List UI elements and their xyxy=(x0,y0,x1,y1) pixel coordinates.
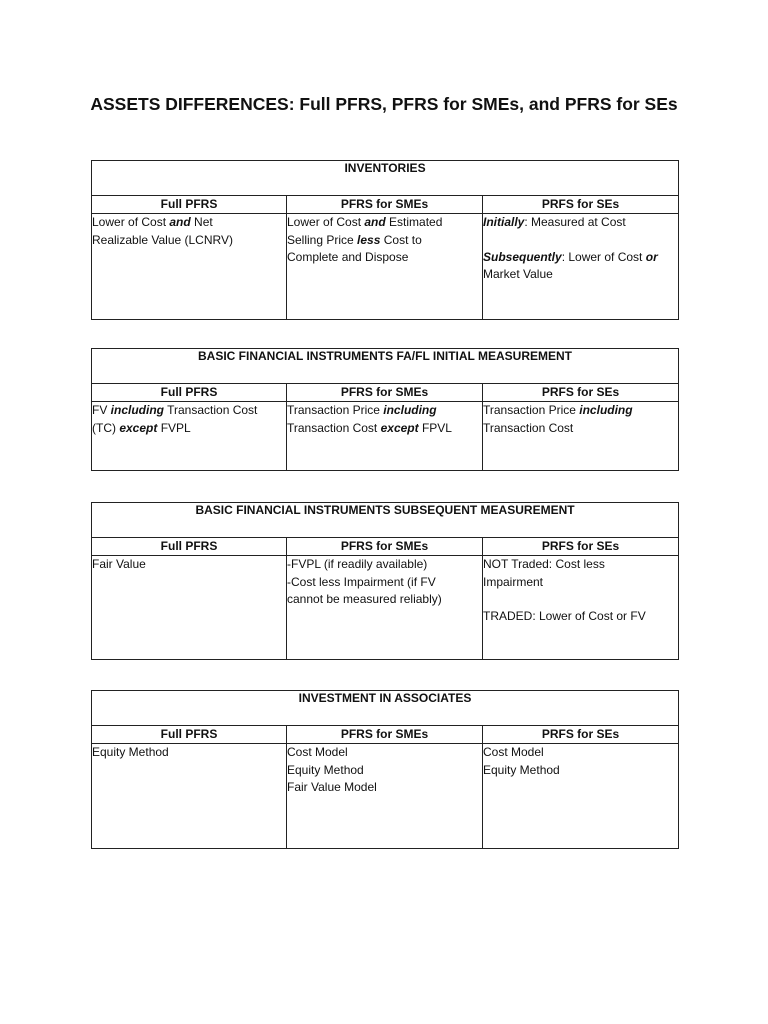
cell-text: Cost Model xyxy=(287,745,348,759)
cell-pfrs-ses xyxy=(483,556,679,660)
column-header-full-pfrs: Full PFRS xyxy=(92,384,287,402)
column-header-full-pfrs: Full PFRS xyxy=(92,726,287,744)
cell-text: Transaction Price xyxy=(287,403,384,417)
emphasis-text: including xyxy=(579,403,633,417)
investment-associates-table xyxy=(91,690,679,849)
cell-line xyxy=(483,744,678,762)
cell-line xyxy=(287,420,482,438)
cell-text: cannot be measured reliably) xyxy=(287,592,442,606)
cell-line xyxy=(483,420,678,438)
cell-line xyxy=(92,402,286,420)
column-header-pfrs-smes: PFRS for SMEs xyxy=(287,384,483,402)
emphasis-text: and xyxy=(364,215,386,229)
cell-text: Transaction Cost xyxy=(164,403,258,417)
cell-line xyxy=(483,402,678,420)
cell-text: Realizable Value (LCNRV) xyxy=(92,232,233,247)
cell-pfrs-ses xyxy=(483,214,679,320)
cell-text: : Lower of Cost xyxy=(561,249,646,264)
cell-line xyxy=(287,232,482,250)
emphasis-text: Subsequently xyxy=(483,249,562,264)
cell-text: (TC) xyxy=(92,420,120,435)
cell-full-pfrs xyxy=(92,214,287,320)
cell-text: Estimated xyxy=(385,215,443,229)
cell-line xyxy=(287,762,482,780)
cell-line xyxy=(483,762,678,780)
cell-pfrs-smes xyxy=(287,744,483,849)
column-header-pfrs-ses: PRFS for SEs xyxy=(483,726,679,744)
page-title: ASSETS DIFFERENCES: Full PFRS, PFRS for SMEs, and PFRS for SEs xyxy=(90,94,678,114)
cell-line xyxy=(483,214,678,232)
cell-text: FVPL xyxy=(157,420,191,435)
column-header-full-pfrs: Full PFRS xyxy=(92,196,287,214)
column-header-pfrs-smes: PFRS for SMEs xyxy=(287,726,483,744)
cell-text: Transaction Cost xyxy=(287,420,381,435)
cell-line xyxy=(287,402,482,420)
cell-text: Equity Method xyxy=(483,762,560,777)
emphasis-text: including xyxy=(110,403,164,417)
cell-text: TRADED: Lower of Cost or FV xyxy=(483,609,646,623)
cell-text: Impairment xyxy=(483,574,544,589)
cell-text: Equity Method xyxy=(287,762,364,777)
cell-pfrs-ses xyxy=(483,744,679,849)
cell-line xyxy=(287,214,482,232)
cell-pfrs-ses xyxy=(483,402,679,471)
cell-text: Transaction Price xyxy=(483,403,580,417)
column-header-pfrs-ses: PRFS for SEs xyxy=(483,196,679,214)
cell-line xyxy=(92,744,286,762)
cell-line xyxy=(483,556,678,574)
cell-text: -FVPL (if readily available) xyxy=(287,557,428,571)
cell-text: Fair Value Model xyxy=(287,780,377,794)
cell-text: -Cost less Impairment (if FV xyxy=(287,574,436,589)
column-header-pfrs-ses: PRFS for SEs xyxy=(483,384,679,402)
section-heading: BASIC FINANCIAL INSTRUMENTS SUBSEQUENT MEASUREMENT xyxy=(92,503,679,538)
cell-text: Cost to xyxy=(380,232,422,247)
cell-line xyxy=(483,608,678,626)
section-heading: INVESTMENT IN ASSOCIATES xyxy=(92,691,679,726)
column-header-pfrs-ses: PRFS for SEs xyxy=(483,538,679,556)
emphasis-text: less xyxy=(357,232,381,247)
section-heading: INVENTORIES xyxy=(92,161,679,196)
cell-line xyxy=(92,214,286,232)
cell-line xyxy=(287,249,482,267)
emphasis-text: Initially xyxy=(483,215,525,229)
cell-text: : Measured at Cost xyxy=(524,215,626,229)
cell-text: Lower of Cost xyxy=(92,215,170,229)
cell-line xyxy=(92,232,286,250)
cell-text: Net xyxy=(190,215,213,229)
cell-pfrs-smes xyxy=(287,556,483,660)
cell-full-pfrs xyxy=(92,744,287,849)
cell-text: Lower of Cost xyxy=(287,215,365,229)
cell-text: Transaction Cost xyxy=(483,420,574,435)
cell-line xyxy=(287,779,482,797)
subsequent-measurement-table xyxy=(91,502,679,660)
cell-text: Complete and Dispose xyxy=(287,250,409,264)
inventories-table xyxy=(91,160,679,320)
column-header-full-pfrs: Full PFRS xyxy=(92,538,287,556)
cell-full-pfrs xyxy=(92,402,287,471)
column-header-pfrs-smes: PFRS for SMEs xyxy=(287,196,483,214)
cell-full-pfrs xyxy=(92,556,287,660)
cell-text: Market Value xyxy=(483,267,553,281)
cell-text: Equity Method xyxy=(92,745,169,759)
cell-pfrs-smes xyxy=(287,214,483,320)
cell-text: Fair Value xyxy=(92,557,146,571)
line-gap xyxy=(483,591,678,608)
column-header-pfrs-smes: PFRS for SMEs xyxy=(287,538,483,556)
emphasis-text: and xyxy=(169,215,191,229)
emphasis-text: except xyxy=(119,420,158,435)
emphasis-text: or xyxy=(645,249,658,264)
cell-text: NOT Traded: Cost less xyxy=(483,557,605,571)
cell-pfrs-smes xyxy=(287,402,483,471)
cell-line xyxy=(483,266,678,284)
cell-text: FV xyxy=(92,403,111,417)
emphasis-text: except xyxy=(380,420,419,435)
cell-line xyxy=(483,574,678,592)
cell-text: Selling Price xyxy=(287,232,358,247)
line-gap xyxy=(483,232,678,249)
cell-line xyxy=(287,556,482,574)
section-heading: BASIC FINANCIAL INSTRUMENTS FA/FL INITIAL MEASUREMENT xyxy=(92,349,679,384)
cell-text: FPVL xyxy=(418,420,452,435)
cell-line xyxy=(287,744,482,762)
emphasis-text: including xyxy=(383,403,437,417)
cell-text: Cost Model xyxy=(483,745,544,759)
cell-line xyxy=(92,420,286,438)
initial-measurement-table xyxy=(91,348,679,471)
cell-line xyxy=(92,556,286,574)
cell-line xyxy=(287,591,482,609)
cell-line xyxy=(287,574,482,592)
cell-line xyxy=(483,249,678,267)
